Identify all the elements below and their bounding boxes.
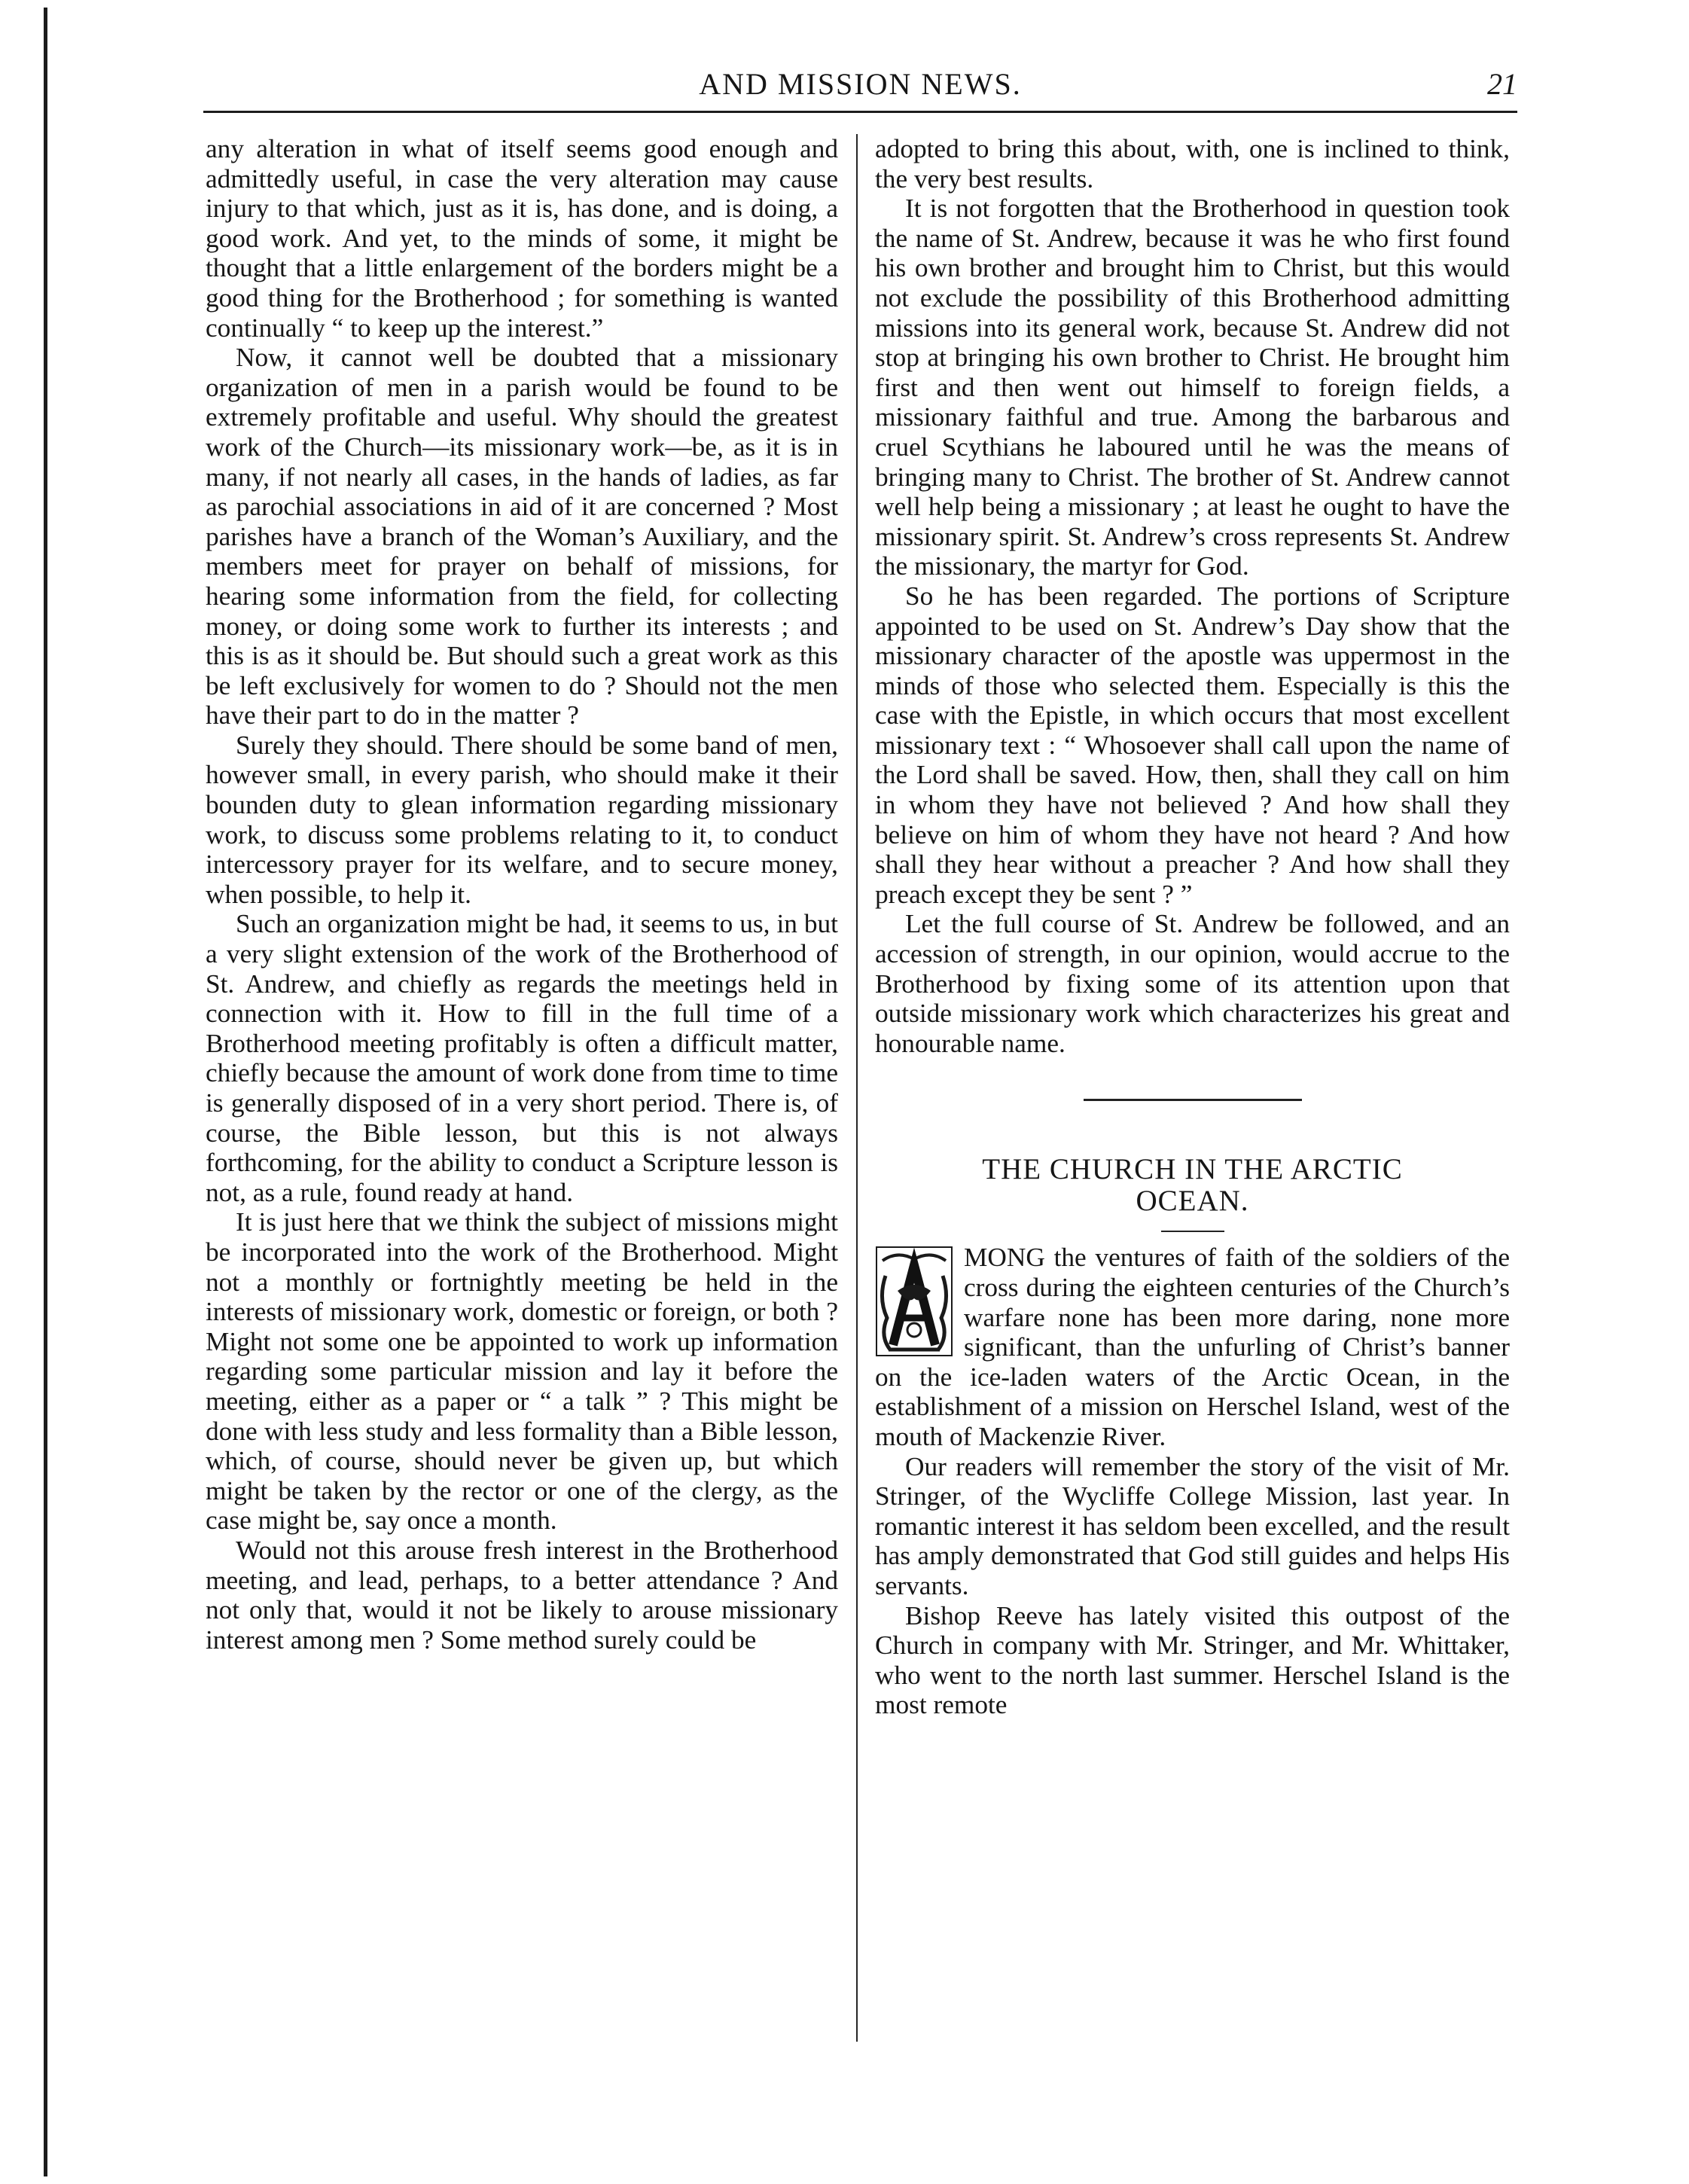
section-title-line: THE CHURCH IN THE ARCTIC	[982, 1153, 1403, 1186]
section-separator	[1084, 1099, 1302, 1101]
paragraph: any alteration in what of itself seems good enough and admittedly useful, in case the very alteration may cause injury to that which, just as it is, has done, and is doing, a good work. And yet, to the minds of some, it might be thought that a little enlargement of the borders might be a good thing for the Brotherhood ; for something is wanted continually “ to keep up the interest.”	[206, 134, 838, 343]
paragraph: Our readers will remember the story of the visit of Mr. Stringer, of the Wycliffe College Mission, last year. In romantic interest it has seldom been excelled, and the result has amply demonstrated that God still guides and helps His servants.	[875, 1451, 1510, 1600]
paragraph: It is just here that we think the subject of missions might be incorporated into the work of the Brotherhood. Might not a monthly or fortnightly meeting be held in the interests of missionary work, domestic or foreign, or both ? Might not some one be appointed to work up information regarding some particular mission and lay it before the meeting, either as a paper or “ a talk ” ? This might be done with less study and less formality than a Bible lesson, which, of course, should never be given up, but which might be taken by the rector or one of the clergy, as the case might be, say once a month.	[206, 1207, 838, 1536]
right-column	[875, 134, 1510, 1720]
paragraph: So he has been regarded. The portions of Scripture appointed to be used on St. Andrew’s Day show that the missionary character of the apostle was uppermost in the minds of those who selected them. Especially is this the case with the Epistle, in which occurs that most excellent missionary text : “ Whosoever shall call upon the name of the Lord shall be saved. How, then, shall they call on him in whom they have not believed ? And how shall they believe on him of whom they have not heard ? And how shall they hear without a preacher ? And how shall they preach except they be sent ? ”	[875, 581, 1510, 909]
page-header	[203, 66, 1517, 111]
column-divider	[856, 134, 858, 2042]
paragraph: Such an organization might be had, it seems to us, in but a very slight extension of the work of the Brotherhood of St. Andrew, and chiefly as regards the meetings held in connection with it. How to fill in the full time of a Brotherhood meeting profitably is often a difficult matter, chiefly because the amount of work done from time to time is generally disposed of in a very short period. There is, of course, the Bible lesson, but this is not always forthcoming, for the ability to conduct a Scripture lesson is not, as a rule, found ready at hand.	[206, 909, 838, 1207]
paragraph: MONG the ventures of faith of the soldiers of the cross during the eighteen centuries of the Church’s warfare none has been more daring, none more significant, than the unfurling of Christ’s banner on the ice-laden waters of the Arctic Ocean, in the establishment of a mission on Herschel Island, west of the mouth of Mackenzie River.	[875, 1243, 1510, 1451]
left-column	[206, 134, 838, 1655]
title-underline	[1161, 1231, 1224, 1232]
page-edge-rule	[44, 8, 47, 2176]
section-title	[875, 1154, 1510, 1217]
paragraph: adopted to bring this about, with, one is inclined to think, the very best results.	[875, 134, 1510, 194]
paragraph: It is not forgotten that the Brotherhood in question took the name of St. Andrew, because it was he who first found his own brother and brought him to Christ, but this would not exclude the possibility of this Brotherhood admitting missions into its general work, because St. Andrew did not stop at bringing his own brother to Christ. He brought him first and then went out himself to foreign fields, a missionary faithful and true. Among the barbarous and cruel Scythians he laboured until he was the means of bringing many to Christ. The brother of St. Andrew cannot well help being a missionary ; at least he ought to have the missionary spirit. St. Andrew’s cross represents St. Andrew the missionary, the martyr for God.	[875, 194, 1510, 581]
dropcap-ornament-icon	[875, 1246, 953, 1357]
paragraph: Bishop Reeve has lately visited this outpost of the Church in company with Mr. Stringer, and Mr. Whittaker, who went to the north last summer. Herschel Island is the most remote	[875, 1600, 1510, 1720]
paragraph: Let the full course of St. Andrew be followed, and an accession of strength, in our opinion, would accrue to the Brotherhood by fixing some of its attention upon that outside missionary work which characterizes his great and honourable name.	[875, 909, 1510, 1058]
running-head: AND MISSION NEWS.	[699, 67, 1022, 101]
paragraph: Now, it cannot well be doubted that a missionary organization of men in a parish would be found to be extremely profitable and useful. Why should the greatest work of the Church—its missionary work—be, as it is in many, if not nearly all cases, in the hands of ladies, as far as parochial associations in aid of it are concerned ? Most parishes have a branch of the Woman’s Auxiliary, and the members meet for prayer on behalf of missions, for hearing some information from the field, for collecting money, or doing some work to further its interests ; and this is as it should be. But should such a great work as this be left exclusively for women to do ? Should not the men have their part to do in the matter ?	[206, 343, 838, 731]
page-number: 21	[1487, 67, 1517, 101]
paragraph: Surely they should. There should be some band of men, however small, in every parish, who should make it their bounden duty to glean information regarding missionary work, to discuss some problems relating to it, to conduct intercessory prayer for its welfare, and to secure money, when possible, to help it.	[206, 730, 838, 909]
ornamental-dropcap	[875, 1246, 953, 1357]
header-rule	[203, 111, 1517, 113]
paragraph: Would not this arouse fresh interest in the Brotherhood meeting, and lead, perhaps, to a better attendance ? And not only that, would it not be likely to arouse missionary interest among men ? Some method surely could be	[206, 1535, 838, 1655]
section-title-line: OCEAN.	[1136, 1185, 1249, 1218]
